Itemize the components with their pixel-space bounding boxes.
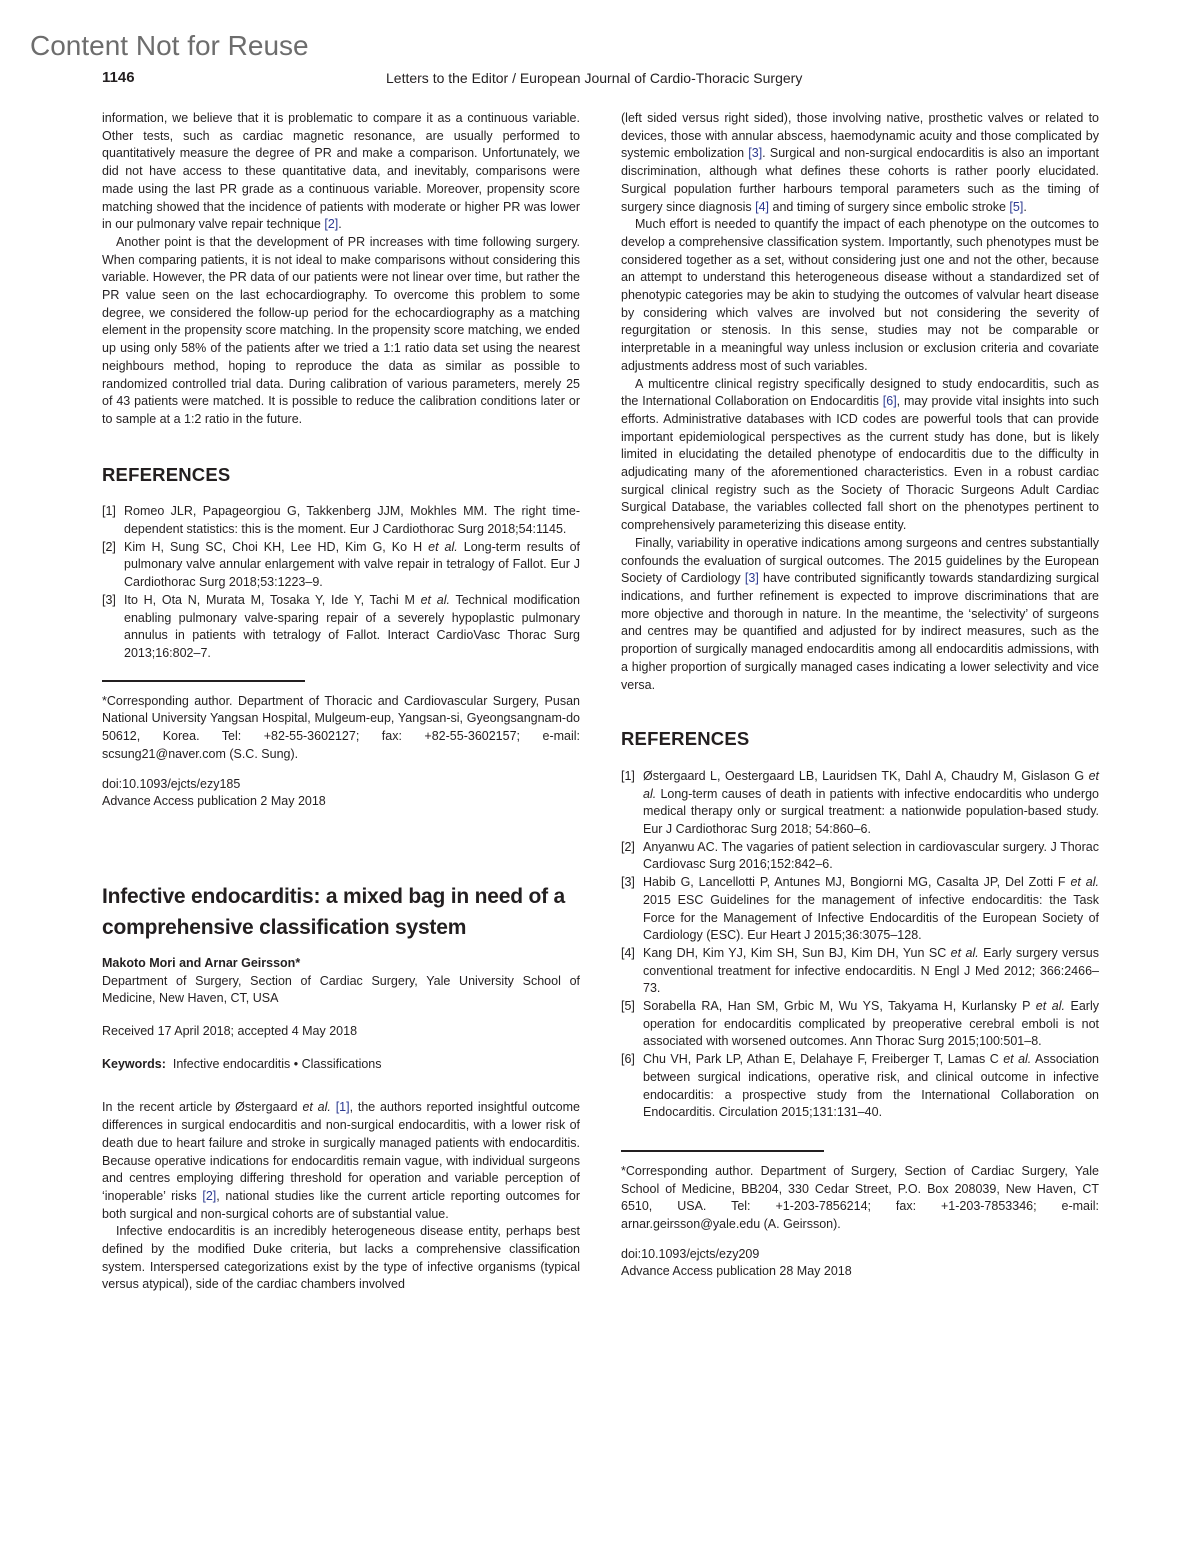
body-paragraph: Infective endocarditis is an incredibly heterogeneous disease entity, perhaps best defined by the modified Duke criteria, but lacks a comprehensive classification system. Interspersed categorizations exist by the type of infective organisms (typical versus atypical), side of the cardiac chambers involved xyxy=(102,1224,580,1292)
corresponding-author-footnote: *Corresponding author. Department of Thoracic and Cardiovascular Surgery, Pusan National University Yangsan Hospital, Mulgeum-eup, Yangsan-si, Gyeongsangnam-do 50612, Korea. Tel: +82-55-3602127; fax: +82-55-3602157; e-mail: scsung21@naver.com (S.C. Sung). xyxy=(102,693,580,761)
reference-text: Chu VH, Park LP, Athan E, Delahaye F, Freiberger T, Lamas C xyxy=(643,1052,1004,1067)
reference-text: Long-term results of pulmonary valve annular enlargement with valve repair in tetralogy of Fallot. Eur J Cardiothorac Surg 2018;53:1223–9. xyxy=(124,539,580,590)
body-paragraph xyxy=(102,110,580,234)
reference-etal: et al. xyxy=(420,592,450,607)
advance-access: Advance Access publication 2 May 2018 xyxy=(102,794,326,809)
reference-text: Romeo JLR, Papageorgiou G, Takkenberg JJM, Mokhles MM. The right time-dependent statistics: this is the moment. Eur J Cardiothorac Surg 2018;54:1145. xyxy=(124,504,580,537)
paragraph-text: Finally, variability in operative indications among surgeons and centres substantially confounds the evaluation of surgical outcomes. The 2015 guidelines by the European Society of Cardiology xyxy=(621,535,1099,586)
received-dates: Received 17 April 2018; accepted 4 May 2018 xyxy=(102,1024,358,1039)
keywords-label: Keywords: xyxy=(102,1056,166,1071)
paragraph-text: . xyxy=(338,217,342,232)
paragraph-text: A multicentre clinical registry specifically designed to study endocarditis, such as the International Collaboration on Endocarditis xyxy=(621,376,1099,409)
citation-link[interactable]: [3] xyxy=(748,146,763,161)
body-paragraph xyxy=(621,535,1099,694)
paragraph-text: and timing of surgery since embolic stroke xyxy=(769,199,1010,214)
paragraph-text: . xyxy=(1023,199,1027,214)
references-heading: REFERENCES xyxy=(102,463,231,485)
reference-text: Kang DH, Kim YJ, Kim SH, Sun BJ, Kim DH, Yun SC xyxy=(643,945,951,960)
article-affiliation: Department of Surgery, Section of Cardiac Surgery, Yale University School of Medicine, New Haven, CT, USA xyxy=(102,973,580,1006)
reference-text: Early surgery versus conventional treatment for infective endocarditis. N Engl J Med 2012; 366:2466–73. xyxy=(643,945,1099,996)
right-column xyxy=(621,110,1099,1281)
keywords-text: Infective endocarditis • Classifications xyxy=(172,1056,382,1071)
reference-item xyxy=(621,874,1099,945)
citation-link[interactable]: [2] xyxy=(324,217,339,232)
paragraph-text: (left sided versus right sided), those involving native, prosthetic valves or related to devices, those with annular abscess, haemodynamic acuity and those complicated by systemic embolization xyxy=(621,111,1099,161)
reference-item xyxy=(621,839,1099,874)
reference-text: Kim H, Sung SC, Choi KH, Lee HD, Kim G, Ko H xyxy=(124,539,429,554)
reference-etal: et al. xyxy=(1070,875,1099,890)
reference-number: [1] xyxy=(102,504,116,519)
paragraph-text: , national studies like the current article reporting outcomes for both surgical and non-surgical cohorts are of substantial value. xyxy=(102,1188,580,1221)
reference-item xyxy=(621,998,1099,1051)
reference-item xyxy=(102,503,580,538)
citation-link[interactable]: [2] xyxy=(202,1188,217,1203)
watermark: Content Not for Reuse xyxy=(30,30,309,61)
reference-text: Early operation for endocarditis complicated by preoperative cerebral emboli is not associated with worsened outcomes. Ann Thorac Surg 2015;100:501–8. xyxy=(643,999,1099,1049)
reference-list xyxy=(102,503,580,662)
citation-link[interactable]: [5] xyxy=(1009,199,1024,214)
body-paragraph: Another point is that the development of PR increases with time following surgery. When comparing patients, it is not ideal to make comparisons without considering this variable. However, the PR data of our patients were not linear over time, but rather the PR value seen on the last echocardiography. To overcome this problem to some degree, we considered the follow-up period for the echocardiography as a matching element in the propensity score matching. In the propensity score matching, we ended up using only 58% of the patients after we tried a 1:1 ratio data set using the nearest neighbours method, hoping to reproduce the data as similar as possible to randomized controlled trial data. During calibration of various parameters, merely 25 of 43 patients were matched. It is possible to reduce the calibration conditions later or to sample at a 1:2 ratio in the future. xyxy=(102,234,580,426)
reference-etal: et al. xyxy=(950,945,979,960)
reference-text: Long-term causes of death in patients with infective endocarditis who undergo medical therapy only or surgical treatment: a nationwide population-based study. Eur J Cardiothorac Surg 2018; 54:860–6. xyxy=(643,786,1099,837)
citation-link[interactable]: [3] xyxy=(744,571,759,586)
citation-link[interactable]: [4] xyxy=(755,199,770,214)
reference-number: [1] xyxy=(621,768,635,783)
article-title: Infective endocarditis: a mixed bag in need of a comprehensive classification system xyxy=(102,884,566,939)
left-column xyxy=(102,110,580,1294)
reference-number: [5] xyxy=(621,999,635,1014)
article-authors: Makoto Mori and Arnar Geirsson* xyxy=(102,955,301,970)
reference-etal: et al. xyxy=(643,768,1099,801)
body-paragraph xyxy=(621,110,1099,216)
reference-text: Association between surgical indications, operative risk, and clinical outcome in infective endocarditis: a prospective study from the International Collaboration on Endocarditis. Circulation 2015;131:131–40. xyxy=(643,1052,1099,1120)
reference-etal: et al. xyxy=(1035,999,1065,1014)
paragraph-text: , the authors reported insightful outcome differences in surgical endocarditis and non-surgical endocarditis, with a lower risk of death due to heart failure and stroke in surgically managed patients with endocarditis. Because operative indications for endocarditis remain vague, with individual surgeons and centres employing differing threshold for operation and variable perception of ‘inoperable’ risks xyxy=(102,1100,580,1203)
footnote-rule xyxy=(621,1150,824,1152)
citation-link[interactable]: [1] xyxy=(335,1100,350,1115)
footnote-rule xyxy=(102,680,305,682)
reference-text: Ito H, Ota N, Murata M, Tosaka Y, Ide Y, Tachi M xyxy=(124,592,421,607)
paragraph-text: . Surgical and non-surgical endocarditis is also an important discrimination, although what defines these cohorts is rather poorly elucidated. Surgical population further harbours temporal parameters such as the timing of surgery since diagnosis xyxy=(621,146,1099,214)
reference-item xyxy=(102,539,580,592)
reference-text: Østergaard L, Oestergaard LB, Lauridsen TK, Dahl A, Chaudry M, Gislason G xyxy=(643,768,1089,783)
reference-text: 2015 ESC Guidelines for the management of infective endocarditis: the Task Force for the Management of Infective Endocarditis of the European Society of Cardiology (ESC). Eur Heart J 2015;36:3075–128. xyxy=(643,892,1099,943)
body-paragraph xyxy=(621,376,1099,535)
doi[interactable]: doi:10.1093/ejcts/ezy185 xyxy=(102,776,241,791)
reference-etal: et al. xyxy=(428,539,458,554)
paragraph-text: , may provide vital insights into such efforts. Administrative databases with ICD codes are powerful tools that can provide important epidemiological perspectives as the current study has done, but is likely limited in elucidating the detailed phenotype of endocarditis due to the difficulty in adjudicating many of the aforementioned characteristics. Even in a robust cardiac surgical clinical registry such as the Society of Thoracic Surgeons Adult Cardiac Surgical Database, the variables collected fall short on the phenotypes pertinent to comprehensively parameterizing this disease entity. xyxy=(621,394,1100,533)
reference-item xyxy=(102,592,580,663)
reference-number: [2] xyxy=(621,839,635,854)
corresponding-author-footnote: *Corresponding author. Department of Surgery, Section of Cardiac Surgery, Yale School of Medicine, BB204, 330 Cedar Street, P.O. Box 208039, New Haven, CT 6510, USA. Tel: +1-203-7856214; fax: +1-203-7853346; e-mail: arnar.geirsson@yale.edu (A. Geirsson). xyxy=(621,1163,1099,1232)
reference-item xyxy=(621,768,1099,839)
reference-text: Technical modification enabling pulmonary valve-sparing repair of a severely hypoplastic pulmonary annulus in patients with tetralogy of Fallot. Interact CardioVasc Thorac Surg 2013;16:802–7. xyxy=(124,592,580,660)
running-head: Letters to the Editor / European Journal of Cardio-Thoracic Surgery xyxy=(386,70,803,86)
body-paragraph: Much effort is needed to quantify the impact of each phenotype on the outcomes to develop a comprehensive classification system. Importantly, such phenotypes must be considered together as a set, without considering just one and not the other, because an attempt to understand this heterogeneous disease without a standardized set of phenotypic categories may be akin to studying the outcomes of valvular heart disease by considering which valves are involved but not considering the severity of regurgitation or stenosis. In this sense, studies may not be comparable or interpretable in a meaningful way unless inclusion or exclusion criteria and covariate adjustments address most of such variables. xyxy=(621,217,1099,373)
paragraph-text: In the recent article by Østergaard xyxy=(102,1100,303,1115)
advance-access: Advance Access publication 28 May 2018 xyxy=(621,1264,852,1279)
reference-text: Habib G, Lancellotti P, Antunes MJ, Bongiorni MG, Casalta JP, Del Zotti F xyxy=(643,875,1071,890)
reference-number: [3] xyxy=(102,592,116,607)
paragraph-text: have contributed significantly towards standardizing surgical indications, and further refinement is expected to improve discriminations that are more objective and thorough in nature. In the meantime, the ‘selectivity’ of surgeons and centres may be quantified and adjusted for by indirect measures, such as the proportion of surgically managed endocarditis among all endocarditis admissions, with a higher proportion of surgically managed cases indicating a lower selectivity and vice versa. xyxy=(621,571,1099,692)
reference-etal: et al. xyxy=(1003,1052,1032,1067)
body-paragraph xyxy=(102,1099,580,1223)
references-heading: REFERENCES xyxy=(621,728,750,750)
page-number: 1146 xyxy=(102,69,135,86)
reference-number: [2] xyxy=(102,539,116,554)
reference-number: [4] xyxy=(621,945,635,960)
reference-number: [6] xyxy=(621,1052,635,1067)
reference-text: Sorabella RA, Han SM, Grbic M, Wu YS, Takyama H, Kurlansky P xyxy=(643,999,1036,1014)
etal-text: et al. xyxy=(302,1100,331,1115)
doi[interactable]: doi:10.1093/ejcts/ezy209 xyxy=(621,1246,760,1261)
reference-text: Anyanwu AC. The vagaries of patient selection in cardiovascular surgery. J Thorac Cardiovasc Surg 2016;152:842–6. xyxy=(643,839,1099,872)
reference-number: [3] xyxy=(621,875,635,890)
reference-item xyxy=(621,1051,1099,1122)
citation-link[interactable]: [6] xyxy=(882,394,897,409)
keywords xyxy=(102,1056,580,1074)
reference-item xyxy=(621,945,1099,998)
reference-list xyxy=(621,768,1099,1122)
paragraph-text: information, we believe that it is problematic to compare it as a continuous variable. Other tests, such as cardiac magnetic resonance, are usually performed to quantitatively measure the degree of PR and make a comparison. Unfortunately, we did not have access to these quantitative data, and inevitably, comparisons were made using the last PR grade as a continuous variable. Moreover, propensity score matching showed that the incidence of patients with moderate or higher PR was lower in our pulmonary valve repair technique xyxy=(102,111,580,232)
